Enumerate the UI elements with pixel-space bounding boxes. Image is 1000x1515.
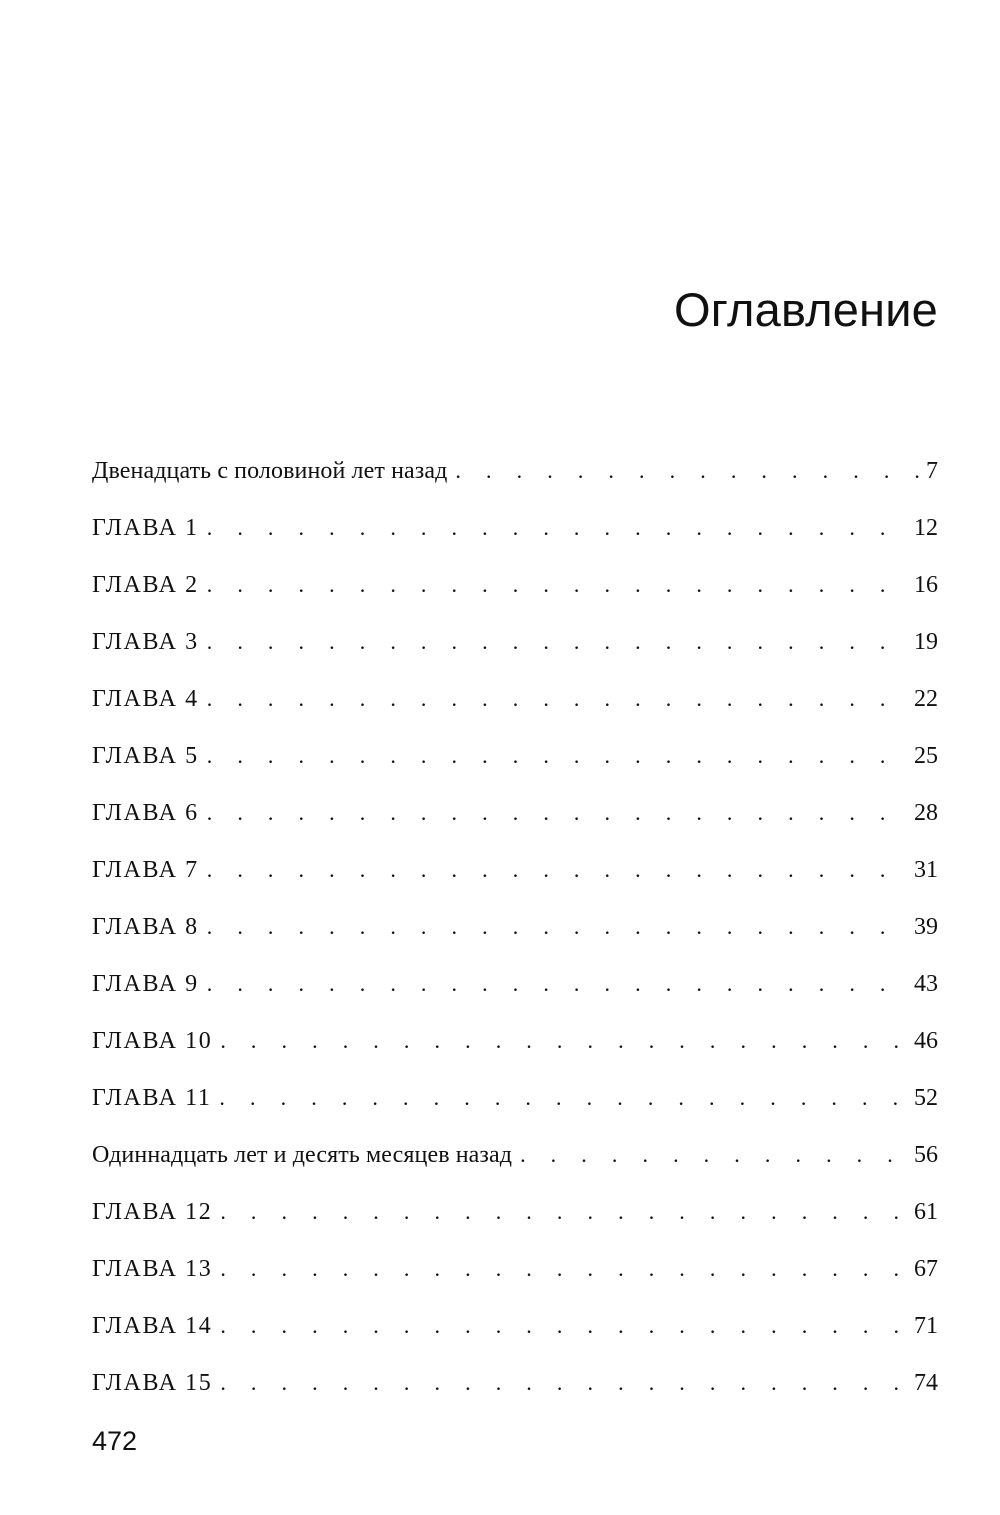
page-number: 472	[92, 1426, 138, 1456]
dot-leader	[207, 734, 908, 778]
toc-entry-title: Двенадцать с половиной лет назад	[92, 458, 448, 484]
toc-entry-title: ГЛАВА 1	[92, 515, 199, 541]
toc-entry-title: ГЛАВА 4	[92, 686, 199, 712]
dot-leader	[220, 1190, 908, 1234]
toc-entry-page: 43	[914, 971, 938, 997]
dot-leader	[220, 1304, 908, 1348]
toc-entry[interactable]	[92, 1247, 938, 1304]
toc-entry-title: ГЛАВА 13	[92, 1256, 213, 1282]
toc-entry[interactable]	[92, 620, 938, 677]
toc-entry-title: ГЛАВА 14	[92, 1313, 213, 1339]
toc-entry-page: 12	[914, 515, 938, 541]
dot-leader	[220, 1247, 908, 1291]
dot-leader	[207, 563, 908, 607]
toc-entry[interactable]	[92, 1019, 938, 1076]
toc-entry[interactable]	[92, 962, 938, 1019]
dot-leader	[207, 962, 908, 1006]
toc-entry[interactable]	[92, 506, 938, 563]
toc-entry-page: 52	[914, 1085, 938, 1111]
toc-entry[interactable]	[92, 848, 938, 905]
toc-entry-title: ГЛАВА 9	[92, 971, 199, 997]
toc-entry-page: 71	[914, 1313, 938, 1339]
toc-entry[interactable]	[92, 734, 938, 791]
toc-entry[interactable]	[92, 1190, 938, 1247]
toc-entry[interactable]	[92, 1361, 938, 1418]
dot-leader	[455, 449, 920, 493]
toc-entry[interactable]	[92, 791, 938, 848]
toc-entry-title: Одиннадцать лет и десять месяцев назад	[92, 1142, 513, 1168]
dot-leader	[207, 620, 908, 664]
toc-entry-page: 19	[914, 629, 938, 655]
toc-entry[interactable]	[92, 677, 938, 734]
dot-leader	[207, 506, 908, 550]
toc-entry-page: 61	[914, 1199, 938, 1225]
toc-entry[interactable]	[92, 905, 938, 962]
toc-entry[interactable]	[92, 563, 938, 620]
toc-entry-page: 31	[914, 857, 938, 883]
toc-entry-title: ГЛАВА 7	[92, 857, 199, 883]
toc-entry-page: 74	[914, 1370, 938, 1396]
toc-entry-page: 22	[914, 686, 938, 712]
toc-entry-page: 46	[914, 1028, 938, 1054]
dot-leader	[220, 1019, 908, 1063]
dot-leader	[520, 1133, 908, 1177]
toc-entry-title: ГЛАВА 8	[92, 914, 199, 940]
toc-entry-page: 28	[914, 800, 938, 826]
toc-entry[interactable]	[92, 1133, 938, 1190]
toc-entry-title: ГЛАВА 5	[92, 743, 199, 769]
dot-leader	[219, 1076, 908, 1120]
dot-leader	[207, 677, 908, 721]
toc-entry-title: ГЛАВА 12	[92, 1199, 213, 1225]
dot-leader	[207, 791, 908, 835]
dot-leader	[207, 848, 908, 892]
toc-entry-title: ГЛАВА 11	[92, 1085, 212, 1111]
toc-entry[interactable]	[92, 1076, 938, 1133]
table-of-contents	[92, 449, 938, 1418]
toc-entry[interactable]	[92, 1304, 938, 1361]
toc-entry-page: 16	[914, 572, 938, 598]
toc-entry-page: 25	[914, 743, 938, 769]
toc-entry-page: 39	[914, 914, 938, 940]
toc-entry-title: ГЛАВА 3	[92, 629, 199, 655]
dot-leader	[207, 905, 908, 949]
toc-entry-page: 7	[926, 458, 938, 484]
toc-entry-title: ГЛАВА 6	[92, 800, 199, 826]
page-title: Оглавление	[673, 283, 938, 336]
toc-entry-page: 56	[914, 1142, 938, 1168]
toc-entry-title: ГЛАВА 10	[92, 1028, 213, 1054]
toc-entry-title: ГЛАВА 2	[92, 572, 199, 598]
toc-entry[interactable]	[92, 449, 938, 506]
toc-entry-title: ГЛАВА 15	[92, 1370, 213, 1396]
toc-entry-page: 67	[914, 1256, 938, 1282]
dot-leader	[220, 1361, 908, 1405]
